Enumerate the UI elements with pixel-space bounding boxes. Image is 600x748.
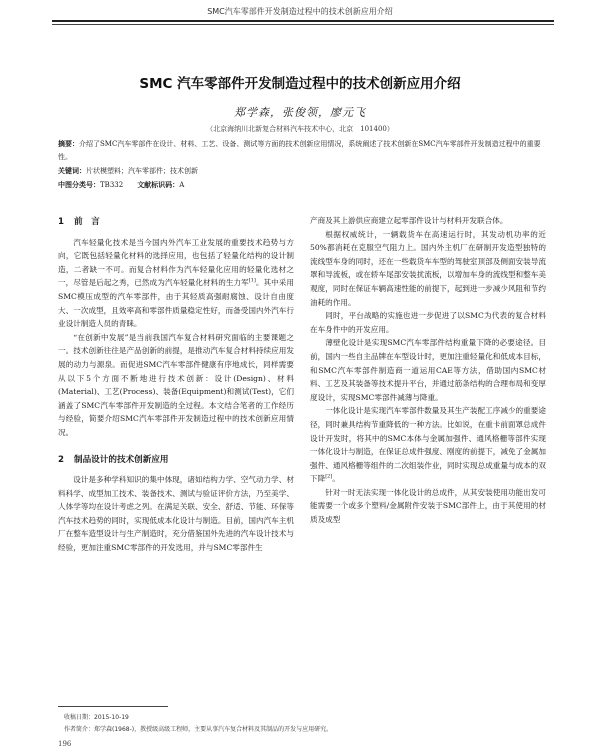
footnote-received: 收稿日期：2015-10-19	[64, 714, 129, 721]
section-2-number: 2	[58, 454, 64, 465]
section-1-number: 1	[58, 217, 64, 227]
left-paragraph-3: 设计是多种学科知识的集中体现，诸如结构力学、空气动力学、材料科学、成型加工技术、装备技术、测试与验证评价方法，乃至美学、人体学等均在设计考虑之列。在满足关联、安全、舒适、节能、环保等汽车技术趋势的同时，实现低成本化设计与制造。目前，国内汽车主机厂在整车造型设计与生产制造时，充分借鉴国外先进的汽车设计技术与经验，更加注重SMC零部件的开发选用，并与SMC零部件生	[58, 475, 294, 553]
right-paragraph-2: 根据权威统计，一辆载货车在高速运行时，其发动机功率的近50%都消耗在克服空气阻力上。国内外主机厂在研制开发造型独特的流线型车身的同时，还在一些载货车车型的驾驶室顶部及侧面安装导流罩和导流板，或在轿车尾部安装扰流板，以增加车身的流线型和整车美观度，同时在保证车辆高速性能的前提下，起到进一步减少风阻和节约油耗的作用。	[310, 229, 546, 307]
section-1-heading	[58, 216, 294, 230]
abstract	[58, 138, 544, 164]
running-header: SMC汽车零部件开发制造过程中的技术创新应用介绍	[207, 7, 393, 16]
citation-2: [2]	[325, 473, 333, 480]
citation-1: [1]	[248, 277, 256, 284]
section-1-title: 前 言	[73, 217, 100, 227]
footnote-rule	[58, 706, 168, 707]
left-paragraph-1: 汽车轻量化技术是当今国内外汽车工业发展的重要技术趋势与方向，它既包括轻量化材料的选择应用，也包括了轻量化结构的设计制造，二者缺一不可。而复合材料作为汽车轻量化应用的轻量化选材之一，尽管是后起之秀，已然成为汽车轻量化材料的生力军[1]。其中采用SMC模压成型的汽车零部件，由于其轻质高强耐腐蚀、设计自由度大、一次成型，且效率高和零部件质量稳定性好，而备受国内外汽车行业设计制造人员的青睐。	[58, 237, 295, 329]
abstract-label: 摘要：	[58, 140, 79, 148]
abstract-text: 介绍了SMC汽车零部件在设计、材料、工艺、设备、测试等方面的技术创新应用情况，系统阐述了技术创新在SMC汽车零部件开发制造过程中的重要性。	[58, 140, 541, 161]
classification-line	[58, 180, 184, 190]
keywords-line	[58, 166, 198, 176]
right-paragraph-1: 产商及其上游供应商建立起零部件设计与材料开发联合体。	[310, 216, 508, 225]
classification-label: 中图分类号：	[58, 181, 100, 189]
keywords-text: 片状模塑料；汽车零部件；技术创新	[86, 167, 198, 175]
classification-value: TB332	[100, 181, 124, 189]
right-paragraph-6: 针对一时无法实现一体化设计的总成件，从其安装使用功能出发可能需要一个或多个塑料/金属附件安装于SMC部件上，由于其使用的材质及成型	[310, 487, 546, 525]
doc-code-value: A	[179, 181, 185, 189]
section-2-title: 制品设计的技术创新应用	[73, 454, 169, 465]
authors: 郑学森，张俊领，廖元飞	[234, 106, 366, 119]
section-2-heading	[58, 454, 294, 468]
left-paragraph-2: “在创新中发展”是当前我国汽车复合材料研究面临的主要课题之一。技术创新往往是产品创新的前提，是推动汽车复合材料持续应用发展的动力与源泉。而促进SMC汽车零部件健康有序地成长，同样需要从以下5个方面不断地进行技术创新：设计(Design)、材料(Material)、工艺(Process)、装备(Equipment)和测试(Test)，它们涵盖了SMC汽车零部件开发制造的全过程。本文结合笔者的工作经历与经验，简要介绍SMC汽车零部件开发制造过程中的技术创新应用情况。	[58, 332, 294, 437]
affiliation: （北京海纳川北新复合材料汽车技术中心，北京 101400）	[206, 125, 394, 133]
doc-code-label: 文献标识码：	[137, 181, 180, 189]
keywords-label: 关键词：	[58, 167, 86, 175]
left-column	[58, 214, 294, 555]
page-number: 196	[58, 740, 72, 748]
header-rule-thin	[52, 24, 554, 25]
right-paragraph-3: 同时，平台战略的实施也进一步促进了以SMC为代表的复合材料在车身件中的开发应用。	[310, 311, 546, 334]
footnote-author-bio: 作者简介：郑学森(1968-)，教授级高级工程师，主要从事汽车复合材料及其制品的开发与应用研究。	[64, 726, 333, 733]
header-rule	[52, 20, 554, 22]
right-paragraph-4: 薄壁化设计是实现SMC汽车零部件结构重量下降的必要途径。目前，国内一些自主品牌在车型设计时，更加注重轻量化和低成本目标，和SMC汽车零部件制造商一道运用CAE等方法，借助国内SMC材料、工艺及其装备等技术提升平台，并通过筋条结构的合理布局和变厚度设计，实现SMC零部件减薄与降重。	[310, 338, 546, 402]
right-paragraph-5: 一体化设计是实现汽车零部件数量及其生产装配工序减少的重要途径，同时兼具结构节重降低的一种方法。比如说，在重卡前面罩总成件设计开发时，将其中的SMC本体与金属加强件、通风格栅等部件实现一体化设计与制造，在保证总成件强度、刚度的前提下，减免了金属加强件、通风格栅等组件的二次组装作业，同时实现总成重量与成本的双下降[2]。	[310, 406, 546, 484]
right-column	[310, 214, 546, 527]
paper-title: SMC 汽车零部件开发制造过程中的技术创新应用介绍	[139, 76, 461, 92]
